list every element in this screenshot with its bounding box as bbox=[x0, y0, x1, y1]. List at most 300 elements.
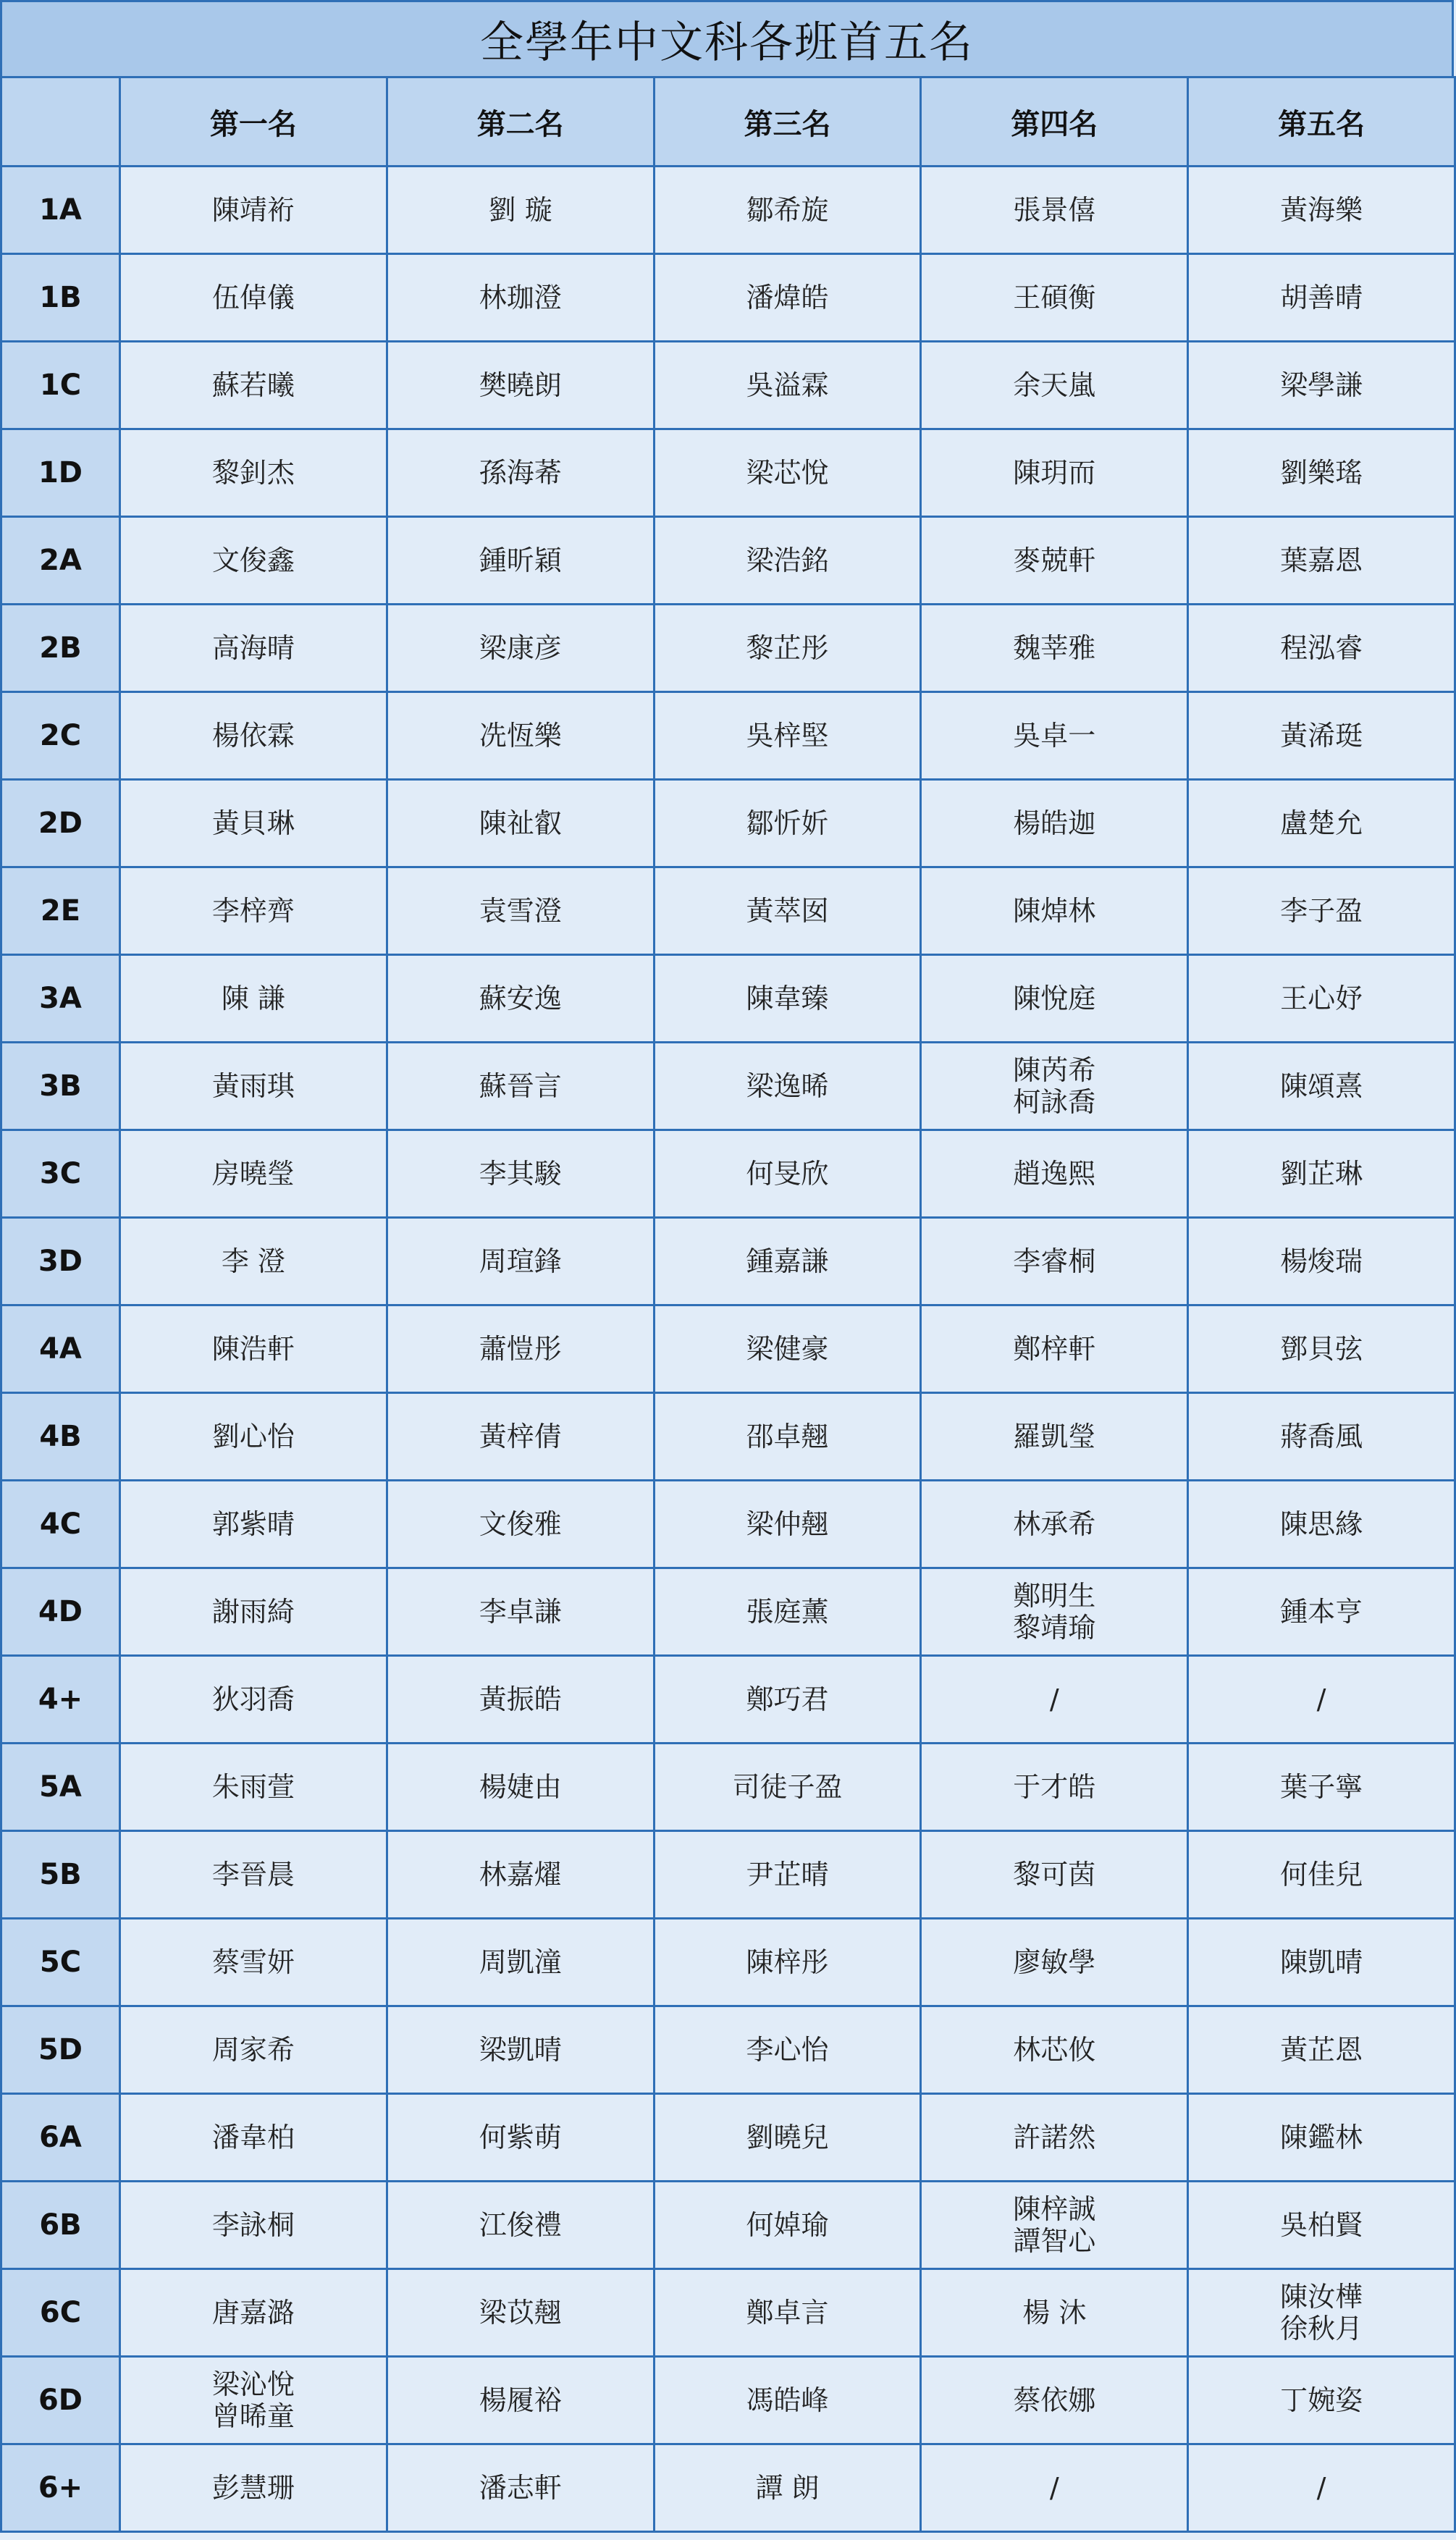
student-name: 潘煒皓 bbox=[746, 282, 829, 314]
student-name: 胡善晴 bbox=[1280, 282, 1363, 314]
student-name: 何佳兒 bbox=[1280, 1859, 1363, 1891]
student-name: 陳浩軒 bbox=[211, 1333, 295, 1365]
student-name: 黃貝琳 bbox=[211, 807, 295, 839]
rank-4-cell bbox=[921, 692, 1188, 780]
rank-2-cell bbox=[387, 1481, 654, 1568]
student-name: 黎可茵 bbox=[1013, 1859, 1096, 1891]
student-name: 文俊雅 bbox=[479, 1508, 562, 1540]
rank-2-cell bbox=[387, 1043, 654, 1130]
rank-1-cell bbox=[120, 955, 387, 1043]
table-row bbox=[1, 254, 1455, 342]
student-name: 劉 璇 bbox=[488, 194, 552, 226]
rank-4-cell bbox=[921, 2006, 1188, 2094]
rank-2-cell bbox=[387, 2269, 654, 2357]
student-name: 鄧貝弦 bbox=[1280, 1333, 1363, 1365]
rank-3-cell bbox=[654, 342, 921, 429]
rank-4-cell bbox=[921, 517, 1188, 605]
rank-2-cell bbox=[387, 867, 654, 955]
student-name: 梁浩銘 bbox=[746, 544, 829, 576]
student-name: 梁康彦 bbox=[479, 632, 562, 664]
student-name: 楊履裕 bbox=[479, 2384, 562, 2416]
student-name: 司徒子盈 bbox=[732, 1771, 843, 1803]
student-name: 楊依霖 bbox=[211, 720, 295, 752]
student-name: / bbox=[1316, 1683, 1326, 1715]
rank-3-cell bbox=[654, 2269, 921, 2357]
page-title: 全學年中文科各班首五名 bbox=[480, 17, 974, 68]
student-name: 陳頌熹 bbox=[1280, 1070, 1363, 1102]
table-row bbox=[1, 1393, 1455, 1481]
table-row bbox=[1, 1481, 1455, 1568]
class-label: 5D bbox=[1, 2006, 120, 2094]
rank-2-cell bbox=[387, 1393, 654, 1481]
rank-2-cell bbox=[387, 1656, 654, 1744]
rank-5-cell bbox=[1188, 2182, 1455, 2269]
rank-4-cell bbox=[921, 2182, 1188, 2269]
table-row bbox=[1, 1305, 1455, 1393]
rank-1-cell bbox=[120, 2094, 387, 2182]
student-name: 黃萃囡 bbox=[746, 895, 829, 927]
class-label: 4A bbox=[1, 1305, 120, 1393]
student-name: 蘇晉言 bbox=[479, 1070, 562, 1102]
student-name: 梁凱晴 bbox=[479, 2034, 562, 2066]
student-name: 羅凱瑩 bbox=[1013, 1421, 1096, 1452]
student-name: 鄭卓言 bbox=[746, 2297, 829, 2329]
rank-1-cell bbox=[120, 517, 387, 605]
student-name: 譚智心 bbox=[1013, 2225, 1096, 2257]
student-name: 周家希 bbox=[211, 2034, 295, 2066]
student-name: 魏莘雅 bbox=[1013, 632, 1096, 664]
table-row bbox=[1, 1130, 1455, 1218]
class-label: 3C bbox=[1, 1130, 120, 1218]
student-name: 黃振皓 bbox=[479, 1683, 562, 1715]
header-rank-5: 第五名 bbox=[1188, 77, 1455, 167]
rank-5-cell bbox=[1188, 1656, 1455, 1744]
student-name: 潘韋柏 bbox=[211, 2121, 295, 2153]
class-label: 6+ bbox=[1, 2444, 120, 2532]
student-name: 吳卓一 bbox=[1013, 720, 1096, 752]
student-name: 周凱潼 bbox=[479, 1946, 562, 1978]
rank-4-cell bbox=[921, 867, 1188, 955]
rank-4-cell bbox=[921, 780, 1188, 867]
student-name: 劉心怡 bbox=[211, 1421, 295, 1452]
rank-3-cell bbox=[654, 167, 921, 254]
rank-5-cell bbox=[1188, 1218, 1455, 1305]
class-label: 3A bbox=[1, 955, 120, 1043]
rank-1-cell bbox=[120, 2444, 387, 2532]
table-row bbox=[1, 1568, 1455, 1656]
student-name: 黃海樂 bbox=[1280, 194, 1363, 226]
rank-3-cell bbox=[654, 517, 921, 605]
class-label: 4+ bbox=[1, 1656, 120, 1744]
rank-2-cell bbox=[387, 1305, 654, 1393]
student-name: 梁沁悅 bbox=[211, 2368, 295, 2400]
rank-5-cell bbox=[1188, 605, 1455, 692]
student-name: 許諾然 bbox=[1013, 2121, 1096, 2153]
rank-3-cell bbox=[654, 1481, 921, 1568]
rank-3-cell bbox=[654, 1568, 921, 1656]
rank-4-cell bbox=[921, 605, 1188, 692]
rank-2-cell bbox=[387, 2444, 654, 2532]
rank-3-cell bbox=[654, 1218, 921, 1305]
student-name: 麥兢軒 bbox=[1013, 544, 1096, 576]
student-name: 鄒忻妡 bbox=[746, 807, 829, 839]
student-name: 劉曉兒 bbox=[746, 2121, 829, 2153]
rank-2-cell bbox=[387, 2094, 654, 2182]
rank-1-cell bbox=[120, 1919, 387, 2006]
student-name: 鍾本亨 bbox=[1280, 1596, 1363, 1628]
rank-1-cell bbox=[120, 1744, 387, 1831]
student-name: 鄭巧君 bbox=[746, 1683, 829, 1715]
table-row bbox=[1, 955, 1455, 1043]
student-name: 陳汝樺 bbox=[1280, 2281, 1363, 2313]
table-row bbox=[1, 2444, 1455, 2532]
student-name: 彭慧珊 bbox=[211, 2472, 295, 2504]
student-name: 鄭明生 bbox=[1013, 1580, 1096, 1612]
student-name: 陳梓誠 bbox=[1013, 2193, 1096, 2225]
student-name: 黃芷恩 bbox=[1280, 2034, 1363, 2066]
student-name: 王心妤 bbox=[1280, 983, 1363, 1014]
rank-2-cell bbox=[387, 955, 654, 1043]
rank-3-cell bbox=[654, 1919, 921, 2006]
rank-5-cell bbox=[1188, 1568, 1455, 1656]
header-rank-3: 第三名 bbox=[654, 77, 921, 167]
rank-3-cell bbox=[654, 780, 921, 867]
table-row bbox=[1, 692, 1455, 780]
student-name: 楊婕由 bbox=[479, 1771, 562, 1803]
class-label: 3D bbox=[1, 1218, 120, 1305]
student-name: 陳鑑林 bbox=[1280, 2121, 1363, 2153]
table-row bbox=[1, 1831, 1455, 1919]
student-name: 林珈澄 bbox=[479, 282, 562, 314]
rank-1-cell bbox=[120, 167, 387, 254]
rank-5-cell bbox=[1188, 167, 1455, 254]
class-label: 6D bbox=[1, 2357, 120, 2444]
rank-1-cell bbox=[120, 1656, 387, 1744]
rank-4-cell bbox=[921, 1305, 1188, 1393]
rank-2-cell bbox=[387, 2357, 654, 2444]
student-name: 楊 沐 bbox=[1022, 2297, 1087, 2329]
student-name: 梁芯悅 bbox=[746, 457, 829, 489]
class-label: 1B bbox=[1, 254, 120, 342]
rank-2-cell bbox=[387, 167, 654, 254]
rank-5-cell bbox=[1188, 1305, 1455, 1393]
student-name: 李 澄 bbox=[221, 1245, 285, 1277]
student-name: / bbox=[1316, 2472, 1326, 2504]
rank-3-cell bbox=[654, 1130, 921, 1218]
rank-5-cell bbox=[1188, 955, 1455, 1043]
table-row bbox=[1, 429, 1455, 517]
rank-3-cell bbox=[654, 429, 921, 517]
class-label: 3B bbox=[1, 1043, 120, 1130]
rank-5-cell bbox=[1188, 780, 1455, 867]
rank-5-cell bbox=[1188, 2444, 1455, 2532]
table-row bbox=[1, 2357, 1455, 2444]
student-name: 林承希 bbox=[1013, 1508, 1096, 1540]
rank-4-cell bbox=[921, 1656, 1188, 1744]
student-name: 文俊鑫 bbox=[211, 544, 295, 576]
rank-1-cell bbox=[120, 1218, 387, 1305]
student-name: 梁逸晞 bbox=[746, 1070, 829, 1102]
rank-1-cell bbox=[120, 780, 387, 867]
student-name: 張庭薰 bbox=[746, 1596, 829, 1628]
class-label: 6A bbox=[1, 2094, 120, 2182]
student-name: 曾晞童 bbox=[211, 2400, 295, 2432]
student-name: 陳思緣 bbox=[1280, 1508, 1363, 1540]
class-label: 2E bbox=[1, 867, 120, 955]
student-name: 葉嘉恩 bbox=[1280, 544, 1363, 576]
rank-2-cell bbox=[387, 429, 654, 517]
student-name: 梁健豪 bbox=[746, 1333, 829, 1365]
student-name: 徐秋月 bbox=[1280, 2313, 1363, 2345]
student-name: 劉芷琳 bbox=[1280, 1158, 1363, 1190]
student-name: 黎芷彤 bbox=[746, 632, 829, 664]
rank-2-cell bbox=[387, 1130, 654, 1218]
table-row bbox=[1, 342, 1455, 429]
rank-2-cell bbox=[387, 2182, 654, 2269]
student-name: 于才皓 bbox=[1013, 1771, 1096, 1803]
rank-4-cell bbox=[921, 1130, 1188, 1218]
student-name: 梁苡翹 bbox=[479, 2297, 562, 2329]
rank-3-cell bbox=[654, 1305, 921, 1393]
rank-4-cell bbox=[921, 1043, 1188, 1130]
rank-5-cell bbox=[1188, 1393, 1455, 1481]
rank-1-cell bbox=[120, 1568, 387, 1656]
student-name: 程泓睿 bbox=[1280, 632, 1363, 664]
rank-1-cell bbox=[120, 692, 387, 780]
rank-3-cell bbox=[654, 867, 921, 955]
student-name: 邵卓翹 bbox=[746, 1421, 829, 1452]
class-label: 1A bbox=[1, 167, 120, 254]
header-rank-2: 第二名 bbox=[387, 77, 654, 167]
student-name: 孫海莃 bbox=[479, 457, 562, 489]
rank-4-cell bbox=[921, 1744, 1188, 1831]
rank-1-cell bbox=[120, 1305, 387, 1393]
student-name: 李梓齊 bbox=[211, 895, 295, 927]
student-name: 趙逸熙 bbox=[1013, 1158, 1096, 1190]
rank-4-cell bbox=[921, 429, 1188, 517]
student-name: 唐嘉潞 bbox=[211, 2297, 295, 2329]
rank-1-cell bbox=[120, 2269, 387, 2357]
class-label: 5C bbox=[1, 1919, 120, 2006]
table-body bbox=[1, 167, 1455, 2532]
class-label: 1C bbox=[1, 342, 120, 429]
student-name: 李詠桐 bbox=[211, 2209, 295, 2241]
class-label: 2C bbox=[1, 692, 120, 780]
student-name: 譚 朗 bbox=[755, 2472, 820, 2504]
student-name: 伍倬儀 bbox=[211, 282, 295, 314]
table-row bbox=[1, 1043, 1455, 1130]
rank-1-cell bbox=[120, 342, 387, 429]
student-name: 李晉晨 bbox=[211, 1859, 295, 1891]
student-name: 李其駿 bbox=[479, 1158, 562, 1190]
student-name: 房曉瑩 bbox=[211, 1158, 295, 1190]
rank-4-cell bbox=[921, 167, 1188, 254]
student-name: 蔡依娜 bbox=[1013, 2384, 1096, 2416]
rank-4-cell bbox=[921, 1218, 1188, 1305]
rank-3-cell bbox=[654, 2357, 921, 2444]
rank-4-cell bbox=[921, 2269, 1188, 2357]
table-row bbox=[1, 2269, 1455, 2357]
rank-1-cell bbox=[120, 867, 387, 955]
class-label: 5B bbox=[1, 1831, 120, 1919]
rank-5-cell bbox=[1188, 2269, 1455, 2357]
student-name: 楊皓迦 bbox=[1013, 807, 1096, 839]
rank-3-cell bbox=[654, 2094, 921, 2182]
header-rank-4: 第四名 bbox=[921, 77, 1188, 167]
rank-5-cell bbox=[1188, 2357, 1455, 2444]
student-name: 何婥瑜 bbox=[746, 2209, 829, 2241]
rank-5-cell bbox=[1188, 1831, 1455, 1919]
student-name: 廖敏學 bbox=[1013, 1946, 1096, 1978]
header-row bbox=[1, 77, 1455, 167]
table-row bbox=[1, 2094, 1455, 2182]
student-name: 冼恆樂 bbox=[479, 720, 562, 752]
student-name: 高海晴 bbox=[211, 632, 295, 664]
title-bar bbox=[0, 0, 1454, 78]
student-name: 李子盈 bbox=[1280, 895, 1363, 927]
student-name: 何紫萌 bbox=[479, 2121, 562, 2153]
rank-2-cell bbox=[387, 517, 654, 605]
student-name: 江俊禮 bbox=[479, 2209, 562, 2241]
table-row bbox=[1, 1744, 1455, 1831]
student-name: 王碩衡 bbox=[1013, 282, 1096, 314]
table-row bbox=[1, 1919, 1455, 2006]
student-name: 盧楚允 bbox=[1280, 807, 1363, 839]
rank-5-cell bbox=[1188, 1481, 1455, 1568]
class-label: 5A bbox=[1, 1744, 120, 1831]
class-label: 2D bbox=[1, 780, 120, 867]
table-row bbox=[1, 1656, 1455, 1744]
rank-4-cell bbox=[921, 1919, 1188, 2006]
rank-5-cell bbox=[1188, 1744, 1455, 1831]
rank-2-cell bbox=[387, 1831, 654, 1919]
student-name: 林嘉燿 bbox=[479, 1859, 562, 1891]
rank-4-cell bbox=[921, 342, 1188, 429]
class-label: 6B bbox=[1, 2182, 120, 2269]
student-name: 葉子寧 bbox=[1280, 1771, 1363, 1803]
rank-5-cell bbox=[1188, 1130, 1455, 1218]
rank-4-cell bbox=[921, 1831, 1188, 1919]
student-name: 余天嵐 bbox=[1013, 369, 1096, 401]
rank-4-cell bbox=[921, 254, 1188, 342]
student-name: 吳柏賢 bbox=[1280, 2209, 1363, 2241]
rank-1-cell bbox=[120, 429, 387, 517]
student-name: 蔡雪妍 bbox=[211, 1946, 295, 1978]
class-label: 4C bbox=[1, 1481, 120, 1568]
student-name: 梁學謙 bbox=[1280, 369, 1363, 401]
student-name: 劉樂瑤 bbox=[1280, 457, 1363, 489]
rank-4-cell bbox=[921, 2357, 1188, 2444]
student-name: 謝雨綺 bbox=[211, 1596, 295, 1628]
student-name: 楊焌瑞 bbox=[1280, 1245, 1363, 1277]
student-name: 鍾嘉謙 bbox=[746, 1245, 829, 1277]
student-name: 陳芮希 bbox=[1013, 1054, 1096, 1086]
rank-4-cell bbox=[921, 955, 1188, 1043]
student-name: 陳凱晴 bbox=[1280, 1946, 1363, 1978]
rank-3-cell bbox=[654, 2182, 921, 2269]
rank-1-cell bbox=[120, 605, 387, 692]
student-name: 袁雪澄 bbox=[479, 895, 562, 927]
student-name: 陳韋臻 bbox=[746, 983, 829, 1014]
student-name: 馮皓峰 bbox=[746, 2384, 829, 2416]
student-name: 林芯攸 bbox=[1013, 2034, 1096, 2066]
table-row bbox=[1, 780, 1455, 867]
student-name: 吳梓堅 bbox=[746, 720, 829, 752]
rank-2-cell bbox=[387, 1919, 654, 2006]
student-name: 鍾昕穎 bbox=[479, 544, 562, 576]
student-name: 李心怡 bbox=[746, 2034, 829, 2066]
rank-3-cell bbox=[654, 254, 921, 342]
student-name: 柯詠喬 bbox=[1013, 1086, 1096, 1118]
rank-5-cell bbox=[1188, 2006, 1455, 2094]
student-name: 潘志軒 bbox=[479, 2472, 562, 2504]
student-name: 狄羽喬 bbox=[211, 1683, 295, 1715]
rank-2-cell bbox=[387, 692, 654, 780]
table-row bbox=[1, 605, 1455, 692]
student-name: 蘇若曦 bbox=[211, 369, 295, 401]
rank-3-cell bbox=[654, 1393, 921, 1481]
student-name: 何旻欣 bbox=[746, 1158, 829, 1190]
rank-4-cell bbox=[921, 2094, 1188, 2182]
header-corner bbox=[1, 77, 120, 167]
rank-5-cell bbox=[1188, 517, 1455, 605]
student-name: 朱雨萱 bbox=[211, 1771, 295, 1803]
student-name: 樊曉朗 bbox=[479, 369, 562, 401]
student-name: 蕭愷彤 bbox=[479, 1333, 562, 1365]
student-name: / bbox=[1049, 1683, 1059, 1715]
student-name: 尹芷晴 bbox=[746, 1859, 829, 1891]
student-name: 黎靖瑜 bbox=[1013, 1612, 1096, 1644]
class-label: 2B bbox=[1, 605, 120, 692]
student-name: 陳祉叡 bbox=[479, 807, 562, 839]
rank-4-cell bbox=[921, 2444, 1188, 2532]
table-row bbox=[1, 167, 1455, 254]
rank-1-cell bbox=[120, 254, 387, 342]
class-label: 4B bbox=[1, 1393, 120, 1481]
rank-2-cell bbox=[387, 2006, 654, 2094]
class-label: 1D bbox=[1, 429, 120, 517]
rank-5-cell bbox=[1188, 1043, 1455, 1130]
student-name: 李睿桐 bbox=[1013, 1245, 1096, 1277]
student-name: 鄭梓軒 bbox=[1013, 1333, 1096, 1365]
rank-3-cell bbox=[654, 2444, 921, 2532]
student-name: 黃雨琪 bbox=[211, 1070, 295, 1102]
rank-5-cell bbox=[1188, 2094, 1455, 2182]
student-name: 黃梓倩 bbox=[479, 1421, 562, 1452]
rank-2-cell bbox=[387, 780, 654, 867]
student-name: 蘇安逸 bbox=[479, 983, 562, 1014]
rank-2-cell bbox=[387, 1568, 654, 1656]
rank-2-cell bbox=[387, 254, 654, 342]
student-name: 吳溢霖 bbox=[746, 369, 829, 401]
student-name: 陳玥而 bbox=[1013, 457, 1096, 489]
rank-2-cell bbox=[387, 342, 654, 429]
ranking-table bbox=[0, 76, 1456, 2533]
student-name: 陳 謙 bbox=[221, 983, 285, 1014]
student-name: 陳梓彤 bbox=[746, 1946, 829, 1978]
rank-2-cell bbox=[387, 1218, 654, 1305]
table-row bbox=[1, 2182, 1455, 2269]
rank-1-cell bbox=[120, 1481, 387, 1568]
rank-3-cell bbox=[654, 2006, 921, 2094]
rank-5-cell bbox=[1188, 342, 1455, 429]
rank-5-cell bbox=[1188, 692, 1455, 780]
rank-1-cell bbox=[120, 2006, 387, 2094]
table-header bbox=[1, 77, 1455, 167]
student-name: 梁仲翹 bbox=[746, 1508, 829, 1540]
rank-3-cell bbox=[654, 692, 921, 780]
class-label: 2A bbox=[1, 517, 120, 605]
